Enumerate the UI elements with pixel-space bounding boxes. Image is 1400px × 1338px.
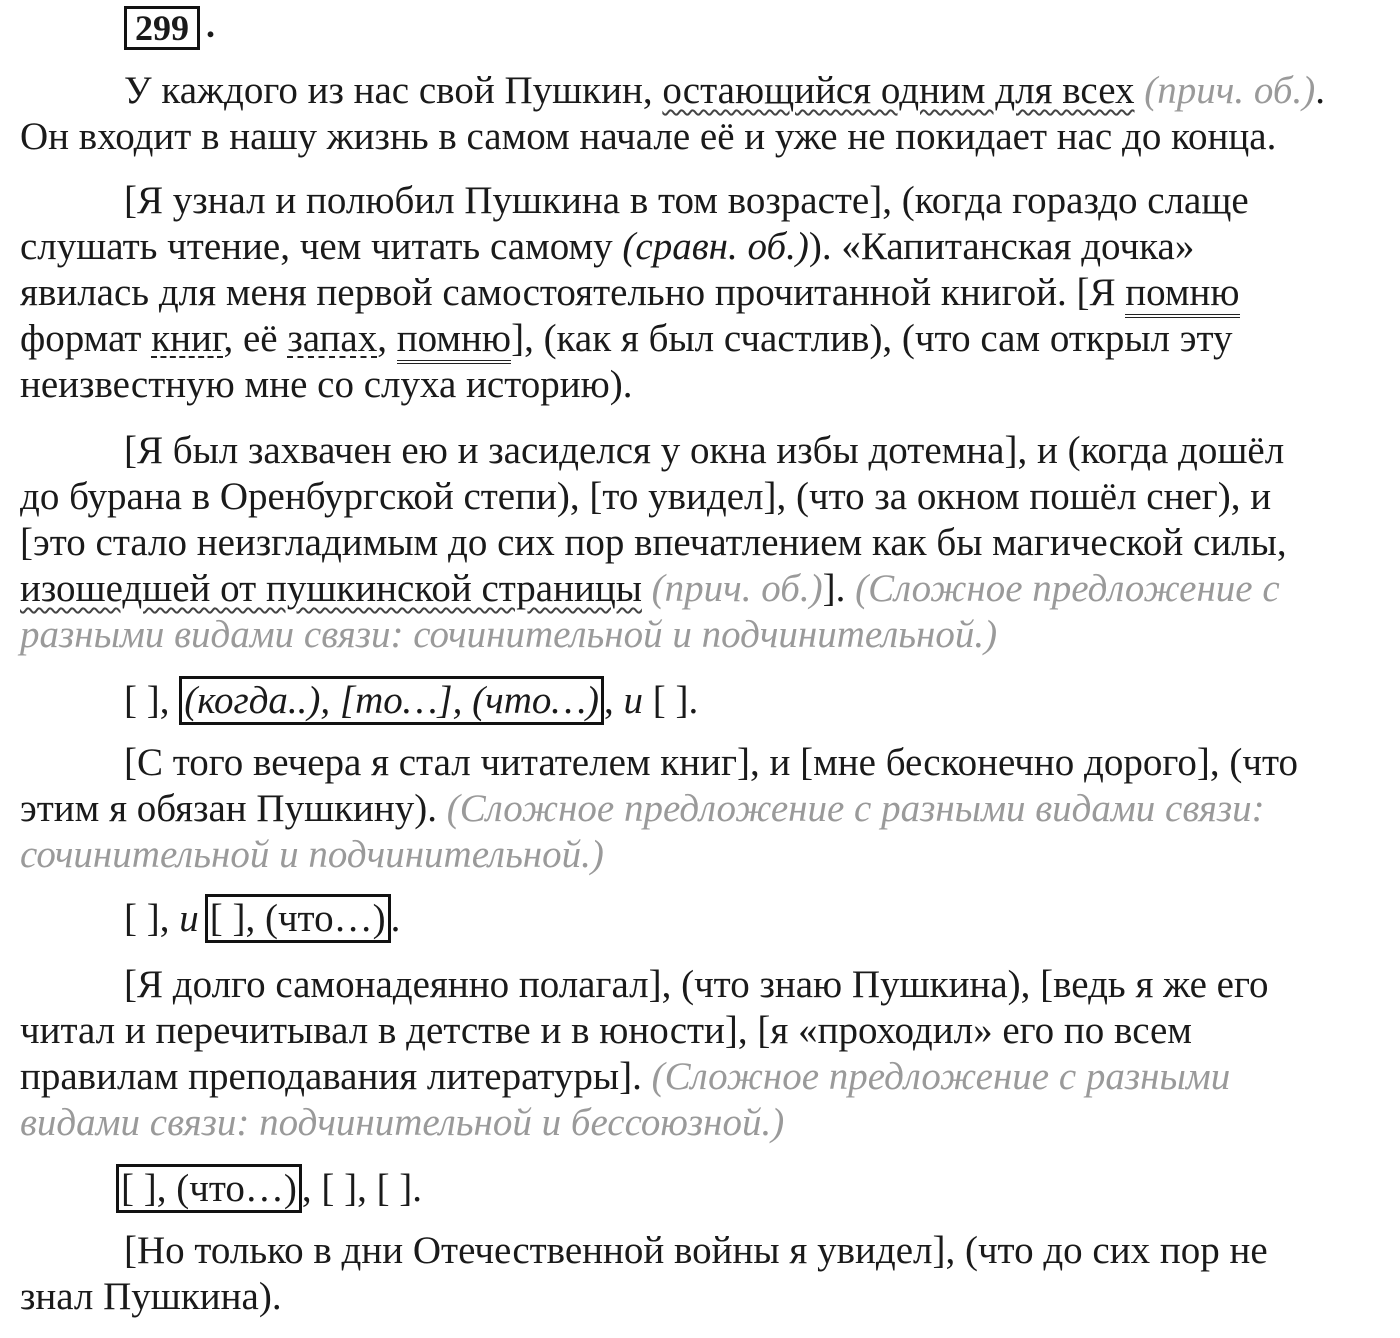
p5-line-2: читал и перечитывал в детстве и в юности], [я «проходил» его по всем bbox=[20, 1009, 1192, 1052]
predicate: помню bbox=[397, 317, 511, 364]
text: явилась для меня первой самостоятельно прочитанной книгой. [Я bbox=[20, 271, 1126, 314]
p5-line-1: [Я долго самонадеянно полагал], (что знаю Пушкина), [ведь я же его bbox=[124, 963, 1269, 1006]
scheme-part: , [ ], [ ]. bbox=[301, 1167, 423, 1210]
grammar-note: (Сложное предложение с разными видами связи: bbox=[446, 787, 1265, 830]
object-word: запах bbox=[287, 317, 378, 360]
p2-line-2 bbox=[20, 224, 1194, 270]
participial-phrase: изошедшей от пушкинской страницы bbox=[20, 567, 642, 610]
grammar-note: видами связи: подчинительной и бессоюзной.) bbox=[20, 1101, 785, 1144]
grammar-note: (прич. об.) bbox=[1144, 69, 1316, 112]
participial-phrase: остающийся одним для всех bbox=[662, 69, 1135, 112]
scheme-boxed-group: (когда..), [то…], (что…) bbox=[179, 676, 604, 725]
text: ], (как я был счастлив), (что сам открыл эту bbox=[511, 317, 1233, 360]
object-word: книг bbox=[151, 317, 224, 360]
scheme-part: [ ], bbox=[124, 897, 180, 940]
p2-line-5: неизвестную мне со слуха историю). bbox=[20, 363, 633, 406]
p2-line-1: [Я узнал и полюбил Пушкина в том возрасте], (когда гораздо слаще bbox=[124, 179, 1249, 222]
p3-line-4 bbox=[20, 566, 1280, 612]
scheme-part: [ ], bbox=[124, 679, 180, 722]
scheme-part: , bbox=[604, 679, 624, 722]
p3-line-3: [это стало неизгладимым до сих пор впечатлением как бы магической силы, bbox=[20, 521, 1287, 564]
p4-line-2 bbox=[20, 786, 1265, 832]
text bbox=[642, 567, 652, 610]
p3-scheme bbox=[124, 678, 698, 724]
grammar-note: (Сложное предложение с bbox=[855, 567, 1280, 610]
p4-line-1: [С того вечера я стал читателем книг], и [мне бесконечно дорого], (что bbox=[124, 741, 1299, 784]
p3-line-2: до бурана в Оренбургской степи), [то увидел], (что за окном пошёл снег), и bbox=[20, 475, 1272, 518]
p5-line-3 bbox=[20, 1054, 1230, 1100]
text: , bbox=[377, 317, 397, 360]
p6-line-1: [Но только в дни Отечественной войны я увидел], (что до сих пор не bbox=[124, 1229, 1268, 1272]
text: этим я обязан Пушкину). bbox=[20, 787, 447, 830]
text: формат bbox=[20, 317, 152, 360]
text bbox=[1135, 69, 1145, 112]
grammar-note: (сравн. об.) bbox=[622, 225, 809, 268]
scheme-part: . bbox=[390, 897, 401, 940]
exercise-number: 299 bbox=[124, 6, 200, 50]
text: ]. bbox=[822, 567, 856, 610]
p2-line-3 bbox=[20, 270, 1240, 316]
text: , её bbox=[223, 317, 288, 360]
scheme-part: [ ]. bbox=[643, 679, 699, 722]
exercise-number-dot: . bbox=[206, 5, 215, 45]
p1-line-2: Он входит в нашу жизнь в самом начале её и уже не покидает нас до конца. bbox=[20, 115, 1277, 158]
predicate: помню bbox=[1125, 271, 1239, 318]
p1-line-1 bbox=[124, 68, 1325, 114]
grammar-note: разными видами связи: сочинительной и подчинительной.) bbox=[20, 613, 998, 656]
p5-scheme bbox=[116, 1166, 422, 1212]
p2-line-4 bbox=[20, 316, 1233, 362]
text: . bbox=[1315, 69, 1325, 112]
text: правилам преподавания литературы]. bbox=[20, 1055, 652, 1098]
p3-line-1: [Я был захвачен ею и засиделся у окна избы дотемна], и (когда дошёл bbox=[124, 429, 1285, 472]
text: слушать чтение, чем читать самому bbox=[20, 225, 623, 268]
scheme-boxed-group: [ ], (что…) bbox=[116, 1164, 302, 1213]
p3-line-5 bbox=[20, 612, 997, 658]
scheme-conjunction: и bbox=[179, 897, 199, 940]
text: ). «Капитанская дочка» bbox=[808, 225, 1195, 268]
grammar-note: сочинительной и подчинительной.) bbox=[20, 833, 604, 876]
p5-line-4 bbox=[20, 1100, 784, 1146]
grammar-note: (прич. об.) bbox=[651, 567, 823, 610]
text: У каждого из нас свой Пушкин, bbox=[124, 69, 663, 112]
grammar-note: (Сложное предложение с разными bbox=[651, 1055, 1231, 1098]
scheme-conjunction: и bbox=[623, 679, 644, 722]
scheme-boxed-group: [ ], (что…) bbox=[205, 894, 391, 943]
p6-line-2: знал Пушкина). bbox=[20, 1275, 282, 1318]
p4-scheme bbox=[124, 896, 400, 942]
p4-line-3 bbox=[20, 832, 604, 878]
